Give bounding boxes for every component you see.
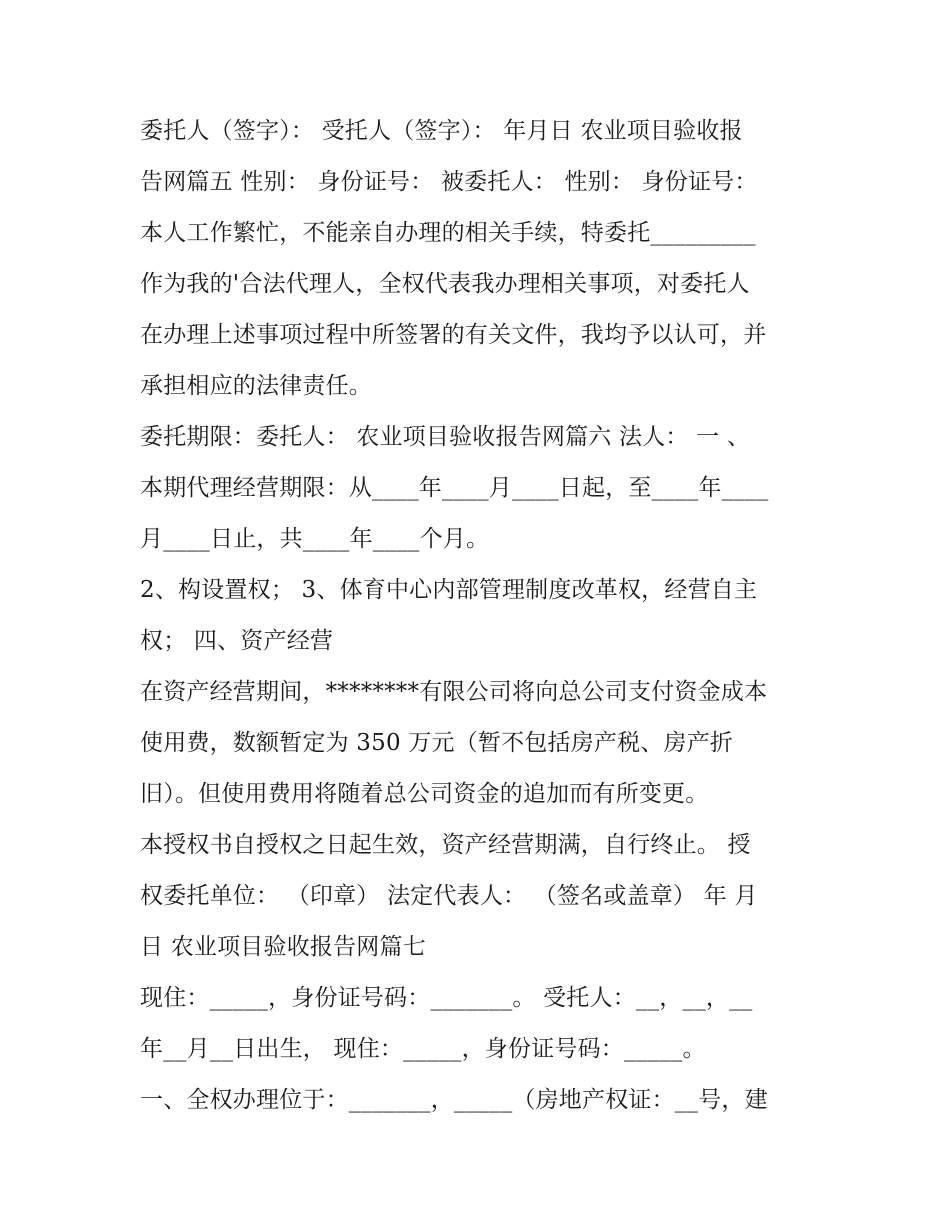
text-line: 年__月__日出生， 现住：_____，身份证号码：_____。 [140,1036,706,1062]
text-line: 现住：_____，身份证号码：_______。 受托人：__，__，__ [140,985,753,1011]
text-line: 2、构设置权； 3、体育中心内部管理制度改革权，经营自主 [140,577,758,603]
text-line: 作为我的'合法代理人，全权代表我办理相关事项，对委托人 [140,271,750,297]
text-line: 本授权书自授权之日起生效，资产经营期满，自行终止。 授 [140,832,751,858]
document-body [140,106,820,1126]
text-line: 在办理上述事项过程中所签署的有关文件，我均予以认可，并 [140,322,767,348]
text-line: 本人工作繁忙，不能亲自办理的相关手续，特委托_________ [140,220,756,246]
text-line: 本期代理经营期限：从____年____月____日起，至____年____ [140,475,769,501]
text-line: 委托期限：委托人： 农业项目验收报告网篇六 法人： 一 、 [140,424,751,450]
text-line: 在资产经营期间，********有限公司将向总公司支付资金成本 [140,679,768,705]
text-line: 使用费，数额暂定为 350 万元（暂不包括房产税、房产折 [140,730,734,756]
text-line: 告网篇五 性别： 身份证号： 被委托人： 性别： 身份证号： [140,169,758,195]
text-line: 旧）。但使用费用将随着总公司资金的追加而有所变更。 [140,781,709,807]
text-line: 委托人（签字）： 受托人（签字）： 年月日 农业项目验收报 [140,118,743,144]
text-line: 日 农业项目验收报告网篇七 [140,934,426,960]
text-line: 月____日止，共____年____个月。 [140,526,490,552]
text-line: 权； 四、资产经营 [140,628,334,654]
text-line: 承担相应的法律责任。 [140,373,372,399]
text-line: 权委托单位： （印章） 法定代表人： （签名或盖章） 年 月 [140,883,758,909]
text-line: 一、全权办理位于：_______，_____（房地产权证：__号，建 [140,1087,768,1113]
